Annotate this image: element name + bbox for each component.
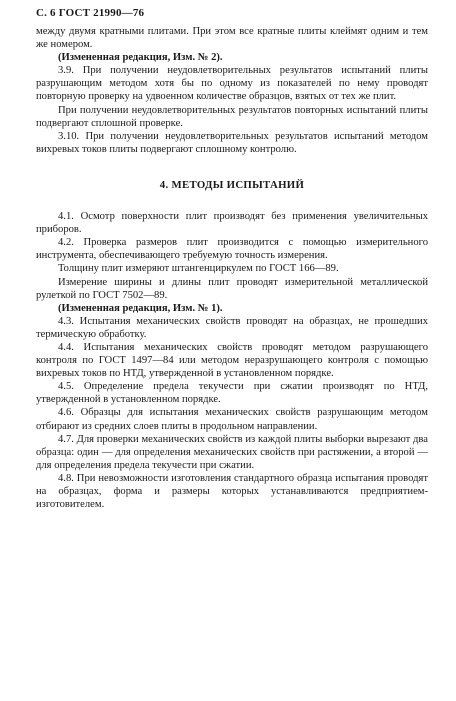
text-block-top	[36, 25, 428, 156]
paragraph: 4.4. Испытания механических свойств проводят методом разрушающего контроля по ГОСТ 1497—84 или методом неразрушающего контроля с помощью вихревых токов по НТД, утвержденной в установленном порядке.	[36, 341, 428, 380]
paragraph: 3.10. При получении неудовлетворительных результатов испытаний методом вихревых токов плиты подвергают сплошному контролю.	[36, 130, 428, 155]
text-block-bottom	[36, 210, 428, 511]
paragraph: 4.7. Для проверки механических свойств из каждой плиты выборки вырезают два образца: один — для определения механических свойств при растяжении, а второй — для определения предела текучести при сжатии.	[36, 433, 428, 471]
amendment-note: (Измененная редакция, Изм. № 1).	[58, 302, 223, 314]
page-header: С. 6 ГОСТ 21990—76	[36, 7, 145, 19]
page-body	[36, 25, 428, 511]
paragraph: 4.6. Образцы для испытания механических свойств разрушающим методом отбирают из средних слоев плиты в продольном направлении.	[36, 407, 428, 432]
paragraph: Измерение ширины и длины плит проводят измерительной металлической рулеткой по ГОСТ 7502—89.	[36, 276, 428, 301]
paragraph: 4.5. Определение предела текучести при сжатии производят по НТД, утвержденной в установленном порядке.	[36, 381, 428, 406]
paragraph: 4.8. При невозможности изготовления стандартного образца испытания проводят на образцах, форма и размеры которых устанавливаются предприятием-изготовителем.	[36, 472, 428, 511]
paragraph: 4.1. Осмотр поверхности плит производят без применения увеличительных приборов.	[36, 211, 428, 236]
paragraph: При получении неудовлетворительных результатов повторных испытаний плиты подвергают сплошной проверке.	[36, 104, 428, 129]
paragraph: 4.3. Испытания механических свойств проводят на образцах, не прошедших термическую обработку.	[36, 315, 428, 340]
section-title: 4. МЕТОДЫ ИСПЫТАНИЙ	[159, 178, 305, 191]
paragraph: 3.9. При получении неудовлетворительных результатов испытаний плиты разрушающим методом хотя бы по одному из показателей по нему проводят повторную проверку на удвоенном количестве образцов, взятых от тех же плит.	[36, 65, 428, 103]
paragraph: между двумя кратными плитами. При этом все кратные плиты клеймят одним и тем же номером.	[36, 26, 428, 51]
amendment-note: (Измененная редакция, Изм. № 2).	[58, 52, 223, 64]
paragraph: 4.2. Проверка размеров плит производится с помощью измерительного инструмента, обеспечивающего требуемую точность измерения.	[36, 237, 428, 262]
paragraph: Толщину плит измеряют штангенциркулем по ГОСТ 166—89.	[58, 263, 339, 275]
